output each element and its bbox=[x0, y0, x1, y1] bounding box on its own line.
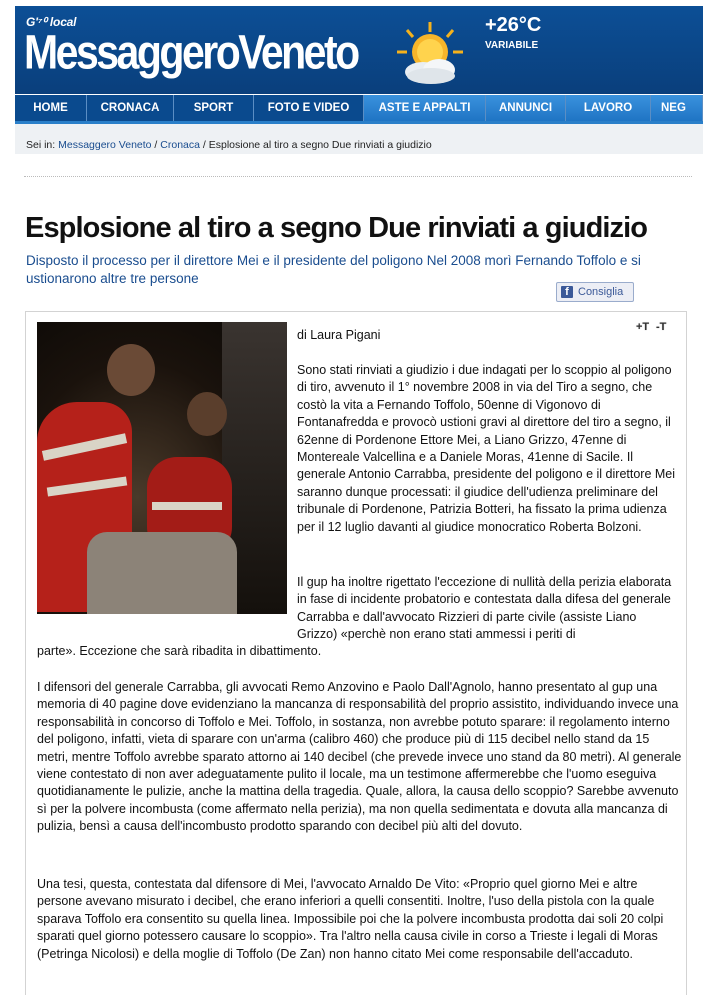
sun-cloud-icon bbox=[395, 20, 465, 90]
divider bbox=[24, 176, 692, 177]
group-logo[interactable]: G'⁷⁰ local bbox=[26, 15, 77, 29]
article-body bbox=[25, 311, 687, 995]
breadcrumb-current: Esplosione al tiro a segno Due rinviati a giudizio bbox=[208, 139, 432, 151]
nav-neg[interactable]: NEG bbox=[651, 95, 703, 121]
nav-sport[interactable]: SPORT bbox=[174, 95, 254, 121]
font-decrease-button[interactable]: -T bbox=[656, 321, 667, 333]
nav-foto-video[interactable]: FOTO E VIDEO bbox=[254, 95, 364, 121]
nav-home[interactable]: HOME bbox=[15, 95, 87, 121]
facebook-like-label: Consiglia bbox=[578, 286, 624, 298]
nav-annunci[interactable]: ANNUNCI bbox=[486, 95, 566, 121]
masthead bbox=[15, 6, 703, 94]
temperature: +26°C bbox=[485, 14, 542, 36]
byline: di Laura Pigani bbox=[297, 328, 381, 342]
breadcrumb-home-link[interactable]: Messaggero Veneto bbox=[58, 139, 152, 151]
breadcrumb-section-link[interactable]: Cronaca bbox=[160, 139, 200, 151]
article-paragraph: Sono stati rinviati a giudizio i due indagati per lo scoppio al poligono di tiro, avvenuto il 1° novembre 2008 in via del Tiro a segno, che costò la vita a Fernando Toffolo, 50enne di Vigonovo di Fontanafredda e provocò ustioni gravi al direttore del tiro a segno, il 62enne di Pordenone Ettore Mei, a Liano Grizzo, 47enne di Montereale Valcellina e a Daniele Moras, 41enne di Sacile. Il generale Antonio Carrabba, presidente del poligono e il direttore Mei saranno dunque processati: il giudice dell'udienza preliminare del tribunale di Pordenone, Patrizia Botteri, ha fissato la prima udienza per il 12 luglio davanti al giudice monocratico Roberta Bolzoni. bbox=[297, 363, 676, 534]
article-paragraph: I difensori del generale Carrabba, gli avvocati Remo Anzovino e Paolo Dall'Agnolo, hanno presentato al gup una memoria di 40 pagine dove evidenziano la mancanza di responsabilità del proprio assistito, individuando invece una responsabilità in concorso di Toffolo e Mei. Toffolo, in sostanza, non avrebbe potuto sparare: il regolamento interno del poligono, infatti, vieta di sparare con un'arma (calibro 460) che produce più di 115 decibel nello stand da 15 metri, mentre Toffolo avrebbe sparato attorno ai 140 decibel (che prevede invece uno stand da 80 metri). Al generale viene contestato di non aver adeguatamente pulito il locale, ma un testimone affermerebbe che l'uomo eseguiva quotidianamente le pulizie, anche la mattina della tragedia. Quale, allora, la causa dello scoppio? Sarebbe avvenuto sì per la polvere incombusta (come affermato nella perizia), ma non quella sedimentata e dovuta alla mancanza di pulizia, bensì a causa dell'incombusto prodotto sparando con decibel più alti del dovuto. bbox=[37, 680, 682, 834]
article-title: Esplosione al tiro a segno Due rinviati a giudizio bbox=[25, 212, 648, 244]
breadcrumb: Sei in: Messaggero Veneto / Cronaca / Esplosione al tiro a segno Due rinviati a giudizio bbox=[26, 139, 432, 151]
nav-aste-appalti[interactable]: ASTE E APPALTI bbox=[364, 95, 486, 121]
site-logo[interactable]: MessaggeroVeneto bbox=[24, 25, 358, 80]
article-paragraph: Una tesi, questa, contestata dal difensore di Mei, l'avvocato Arnaldo De Vito: «Proprio quel giorno Mei e altre persone avevano misurato i decibel, che erano inferiori a quelli consentiti. Inoltre, l'uso della pistola con la quale sparava Toffolo era consentito su quella linea. Impossibile poi che la polvere incombusta prodotta dai soli 20 colpi sparati quel giorno potessero causare lo scoppio». Tra l'altro nella causa civile in corso a Trieste i legali di Moras (Petringa Nicolosi) e della moglie di Toffolo (De Zan) non hanno citato Mei come responsabile dell'accaduto. bbox=[37, 877, 664, 961]
article-subtitle: Disposto il processo per il direttore Mei e il presidente del poligono Nel 2008 morì Fernando Toffolo e si ustionarono altre tre persone bbox=[26, 253, 641, 286]
nav-cronaca[interactable]: CRONACA bbox=[87, 95, 174, 121]
article-paragraph: parte». Eccezione che sarà ribadita in dibattimento. bbox=[37, 644, 322, 658]
article-photo[interactable] bbox=[37, 322, 287, 614]
breadcrumb-prefix: Sei in: bbox=[26, 139, 56, 151]
font-increase-button[interactable]: +T bbox=[636, 321, 650, 333]
weather-description: VARIABILE bbox=[485, 40, 539, 51]
article-paragraph: Il gup ha inoltre rigettato l'eccezione di nullità della perizia elaborata in fase di incidente probatorio e contestata dalla difesa del generale Carrabba e dall'avvocato Rizzieri di parte civile (assiste Liano Grizzo) «perchè non erano stati ammessi i periti di bbox=[297, 575, 672, 642]
facebook-like-button[interactable] bbox=[556, 282, 634, 302]
main-nav bbox=[15, 95, 703, 124]
facebook-icon: f bbox=[561, 286, 573, 298]
nav-lavoro[interactable]: LAVORO bbox=[566, 95, 651, 121]
